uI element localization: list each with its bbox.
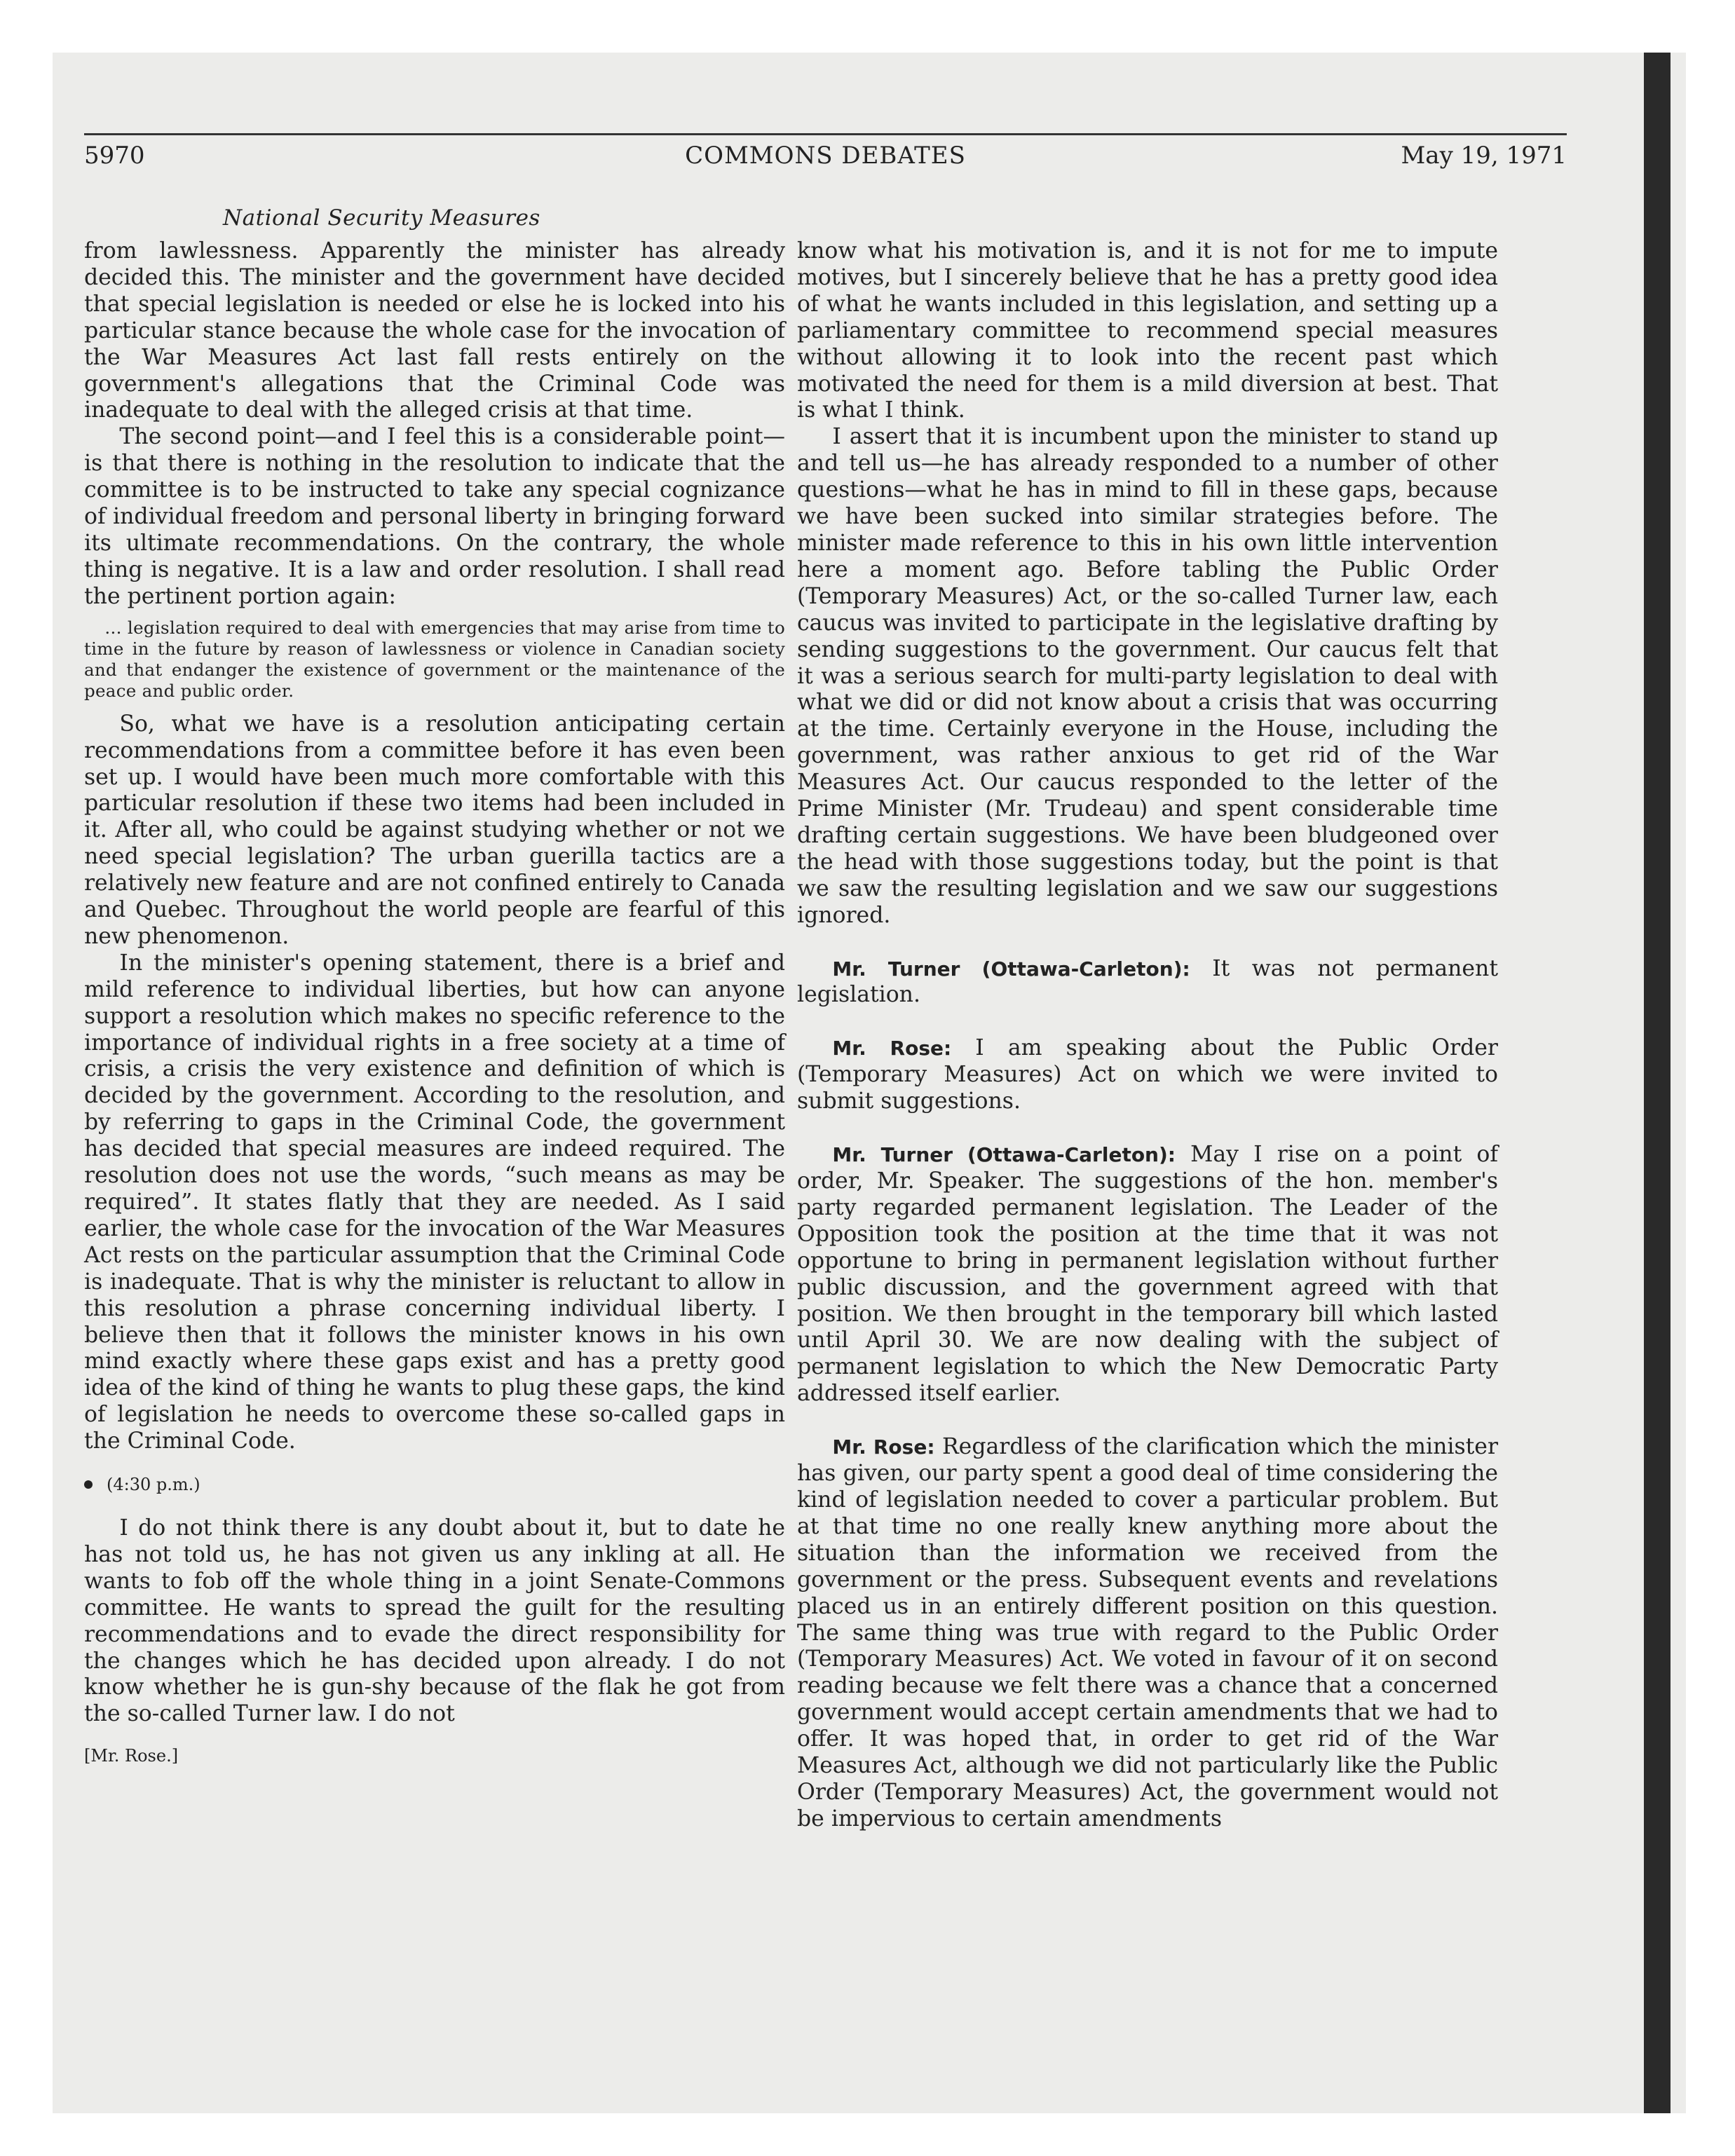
page-number: 5970 — [84, 142, 145, 170]
page-header — [84, 84, 1567, 170]
speech — [797, 1434, 1498, 1833]
speech-text: It was not permanent legislation. — [797, 955, 1498, 1008]
paragraph: I assert that it is incumbent upon the minister to stand up and tell us—he has already responded to a number of other questions—what he has in mind to fill in these gaps, because we have been sucked into similar strategies before. The minister made reference to this in his own little intervention here a moment ago. Before tabling the Public Order (Temporary Measures) Act, or the so-called Turner law, each caucus was invited to participate in the legislative drafting by sending suggestions to the government. Our caucus felt that it was a serious search for multi-party legislation to deal with what we did or did not know about a crisis that was occurring at the time. Certainly everyone in the House, including the government, was rather anxious to get rid of the War Measures Act. Our caucus responded to the letter of the Prime Minister (Mr. Trudeau) and spent considerable time drafting certain suggestions. We have been bludgeoned over the head with those suggestions today, but the point is that we saw the resulting legislation and we saw our suggestions ignored. — [797, 424, 1498, 928]
paragraph: from lawlessness. Apparently the minister has already decided this. The minister and the government have decided that special legislation is needed or else he is locked into his particular stance because the whole case for the invocation of the War Measures Act last fall rests entirely on the government's allegations that the Criminal Code was inadequate to deal with the alleged crisis at that time. — [84, 238, 785, 423]
speech — [797, 1035, 1498, 1115]
left-column — [84, 238, 785, 1770]
time-text: (4:30 p.m.) — [107, 1475, 200, 1495]
speech-text: I am speaking about the Public Order (Temporary Measures) Act on which we were invited to submit suggestions. — [797, 1035, 1498, 1114]
publication-date: May 19, 1971 — [1401, 142, 1567, 170]
paragraph: So, what we have is a resolution anticipating certain recommendations from a committee before it has even been set up. I would have been much more comfortable with this particular resolution if these two items had been included in it. After all, who could be against studying whether or not we need special legislation? The urban guerilla tactics are a relatively new feature and are not confined entirely to Canada and Quebec. Throughout the world people are fearful of this new phenomenon. — [84, 711, 785, 949]
publication-title: COMMONS DEBATES — [685, 142, 966, 170]
speech-text: Regardless of the clarification which the minister has given, our party spent a good deal of time considering the kind of legislation needed to cover a particular problem. But at that time no one really knew anything more about the situation than the information we received from the government or the press. Subsequent events and revelations placed us in an entirely different position on this question. The same thing was true with regard to the Public Order (Temporary Measures) Act. We voted in favour of it on second reading because we felt there was a chance that a concerned government would accept certain amendments that we had to offer. It was hoped that, in order to get rid of the War Measures Act, although we did not particularly like the Public Order (Temporary Measures) Act, the government would not be impervious to certain amendments — [797, 1434, 1499, 1831]
speaker-name: Mr. Rose: — [832, 1435, 935, 1459]
paragraph: In the minister's opening statement, there is a brief and mild reference to individual liberties, but how can anyone support a resolution which makes no specific reference to the importance of individual rights in a free society at a time of crisis, a crisis the very existence and definition of which is decided by the government. According to the resolution, and by referring to gaps in the Criminal Code, the government has decided that special measures are indeed required. The resolution does not use the words, “such means as may be required”. It states flatly that they are needed. As I said earlier, the whole case for the invocation of the War Measures Act rests on the particular assumption that the Criminal Code is inadequate. That is why the minister is reluctant to allow in this resolution a phrase concerning individual liberty. I believe then that it follows the minister knows in his own mind exactly where these gaps exist and has a pretty good idea of the kind of thing he wants to plug these gaps, the kind of legislation he needs to overcome these so-called gaps in the Criminal Code. — [84, 950, 785, 1454]
paragraph: The second point—and I feel this is a considerable point—is that there is nothing in the resolution to indicate that the committee is to be instructed to take any special cognizance of individual freedom and personal liberty in bringing forward its ultimate recommendations. On the contrary, the whole thing is negative. It is a law and order resolution. I shall read the pertinent portion again: — [84, 424, 785, 609]
running-head: National Security Measures — [223, 205, 540, 231]
speech — [797, 1142, 1498, 1407]
right-column — [797, 238, 1498, 1833]
paragraph: know what his motivation is, and it is not for me to impute motives, but I sincerely believe that he has a pretty good idea of what he wants included in this legislation, and setting up a parliamentary committee to recommend special measures without allowing it to look into the recent past which motivated the need for them is a mild diversion at best. That is what I think. — [797, 238, 1498, 423]
bullet-icon — [84, 1480, 93, 1489]
binding-edge — [1644, 53, 1671, 2113]
speech — [797, 956, 1498, 1009]
time-stamp — [84, 1472, 785, 1499]
speech-text: May I rise on a point of order, Mr. Speaker. The suggestions of the hon. member's party regarded permanent legislation. The Leader of the Opposition took the position at the time that it was not opportune to bring in permanent legislation without further public discussion, and the government agreed with that position. We then brought in the temporary bill which lasted until April 30. We are now dealing with the subject of permanent legislation to which the New Democratic Party addressed itself earlier. — [797, 1142, 1498, 1407]
speaker-name: Mr. Turner (Ottawa-Carleton): — [832, 1143, 1176, 1167]
speaker-name: Mr. Turner (Ottawa-Carleton): — [832, 957, 1190, 981]
block-quote: ... legislation required to deal with emergencies that may arise from time to time in the future by reason of lawlessness or violence in Canadian society and that endanger the existence of government or the maintenance of the peace and public order. — [84, 617, 785, 701]
speaker-name: Mr. Rose: — [832, 1037, 952, 1060]
speaker-attribution: [Mr. Rose.] — [84, 1746, 179, 1766]
paragraph: I do not think there is any doubt about it, but to date he has not told us, he has not given us any inkling at all. He wants to fob off the whole thing in a joint Senate-Commons committee. He wants to spread the guilt for the resulting recommendations and to evade the direct responsibility for the changes which he has decided upon already. I do not know whether he is gun-shy because of the flak he got from the so-called Turner law. I do not — [84, 1515, 785, 1727]
